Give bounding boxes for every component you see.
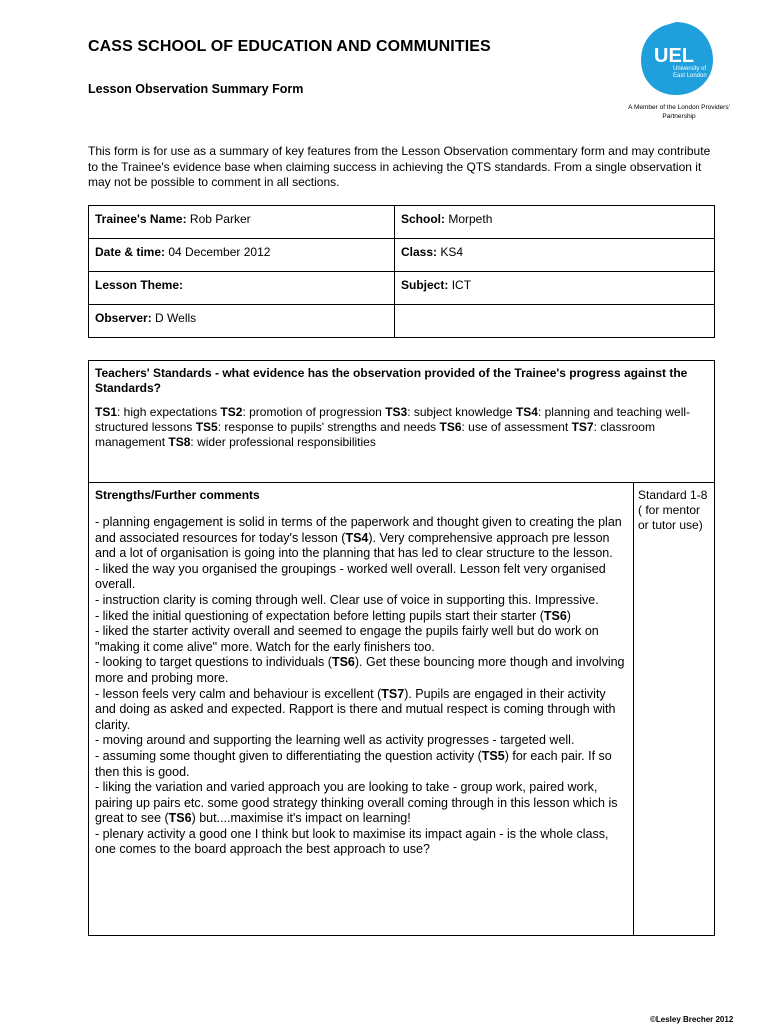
standards-cell <box>89 361 715 483</box>
date-cell: Date & time: 04 December 2012 <box>89 239 395 272</box>
comment-item: - moving around and supporting the learning well as activity progresses - targeted well. <box>95 733 575 748</box>
comment-item: - instruction clarity is coming through well. Clear use of voice in supporting this. Impressive. <box>95 592 599 607</box>
comment-item: - liking the variation and varied approach you are looking to take - group work, paired work, pairing up pairs etc. some good strategy thinking overall coming through in this lesson which is great to see (TS6) but....maximise it's impact on learning! <box>95 780 618 826</box>
comment-item: - lesson feels very calm and behaviour is excellent (TS7). Pupils are engaged in their activity and doing as asked and expected. Rapport is there and mutual respect is coming through with clarity. <box>95 686 616 732</box>
trainee-name: Rob Parker <box>189 212 251 226</box>
school-cell: School: Morpeth <box>395 206 715 239</box>
observer-cell: Observer: D Wells <box>89 305 395 338</box>
comment-item: - looking to target questions to individuals (TS6). Get these bouncing more though and involving more and probing more. <box>95 655 625 685</box>
standard-side-note: Standard 1-8 ( for mentor or tutor use) <box>634 483 715 936</box>
footer-copyright: ©Lesley Brecher 2012 <box>650 1015 734 1024</box>
comments-cell <box>89 483 634 936</box>
comment-item: - planning engagement is solid in terms of the paperwork and thought given to creating the plan and associated resources for today's lesson (TS4). Very comprehensive approach pre lesson and a lot of organisation is going into the planning that has led to clear structure to the lesson. <box>95 515 622 561</box>
class-value: KS4 <box>440 245 464 259</box>
comment-item: - assuming some thought given to differentiating the question activity (TS5) for each pair. If so then this is good. <box>95 748 612 779</box>
standards-list: TS1: high expectations TS2: promotion of progression TS3: subject knowledge TS4: planning and teaching well-structured lessons TS5: response to pupils' strengths and needs TS6: use of assessment TS7: classroom management TS8: wider professional responsibilities <box>95 405 691 449</box>
observer-value: D Wells <box>155 311 197 325</box>
trainee-cell: Trainee's Name: Rob Parker <box>89 206 395 239</box>
comment-item: - liked the way you organised the groupings - worked well overall. Lesson felt very organised overall. <box>95 561 606 592</box>
class-cell: Class: KS4 <box>395 239 715 272</box>
logo-sub2: East London <box>673 73 707 79</box>
uel-logo <box>639 20 714 96</box>
comment-item: - liked the initial questioning of expectation before letting pupils start their starter (TS6) <box>95 608 571 623</box>
member-note <box>618 103 740 121</box>
standards-question: Teachers' Standards - what evidence has the observation provided of the Trainee's progress against the Standards? <box>95 366 688 395</box>
theme-cell: Lesson Theme: <box>89 272 395 305</box>
school-title: CASS SCHOOL OF EDUCATION AND COMMUNITIES <box>88 38 491 55</box>
school-name: Morpeth <box>448 212 493 226</box>
subject-cell: Subject: ICT <box>395 272 715 305</box>
comment-item: - plenary activity a good one I think but look to maximise its impact again - is the whole class, one comes to the board approach the best approach to use? <box>95 826 609 857</box>
member-line1: A Member of the London Providers' <box>628 104 730 111</box>
comments-heading: Strengths/Further comments <box>95 488 260 502</box>
member-line2: Partnership <box>662 113 696 120</box>
standards-table <box>88 360 715 936</box>
date-value: 04 December 2012 <box>168 245 271 259</box>
logo-sub1: University of <box>673 66 707 72</box>
info-table <box>88 205 715 338</box>
empty-cell <box>395 305 715 338</box>
intro-paragraph: This form is for use as a summary of key features from the Lesson Observation commentary form and may contribute to the Trainee's evidence base when claiming success in achieving the QTS standards. From a single observation it may not be possible to comment in all sections. <box>88 144 711 189</box>
form-title: Lesson Observation Summary Form <box>88 82 304 96</box>
comment-item: - liked the starter activity overall and seemed to engage the pupils fairly well but do work on "making it come alive" more. Watch for the early finishers too. <box>95 624 599 654</box>
subject-value: ICT <box>451 278 472 292</box>
logo-text: UEL <box>654 45 694 67</box>
